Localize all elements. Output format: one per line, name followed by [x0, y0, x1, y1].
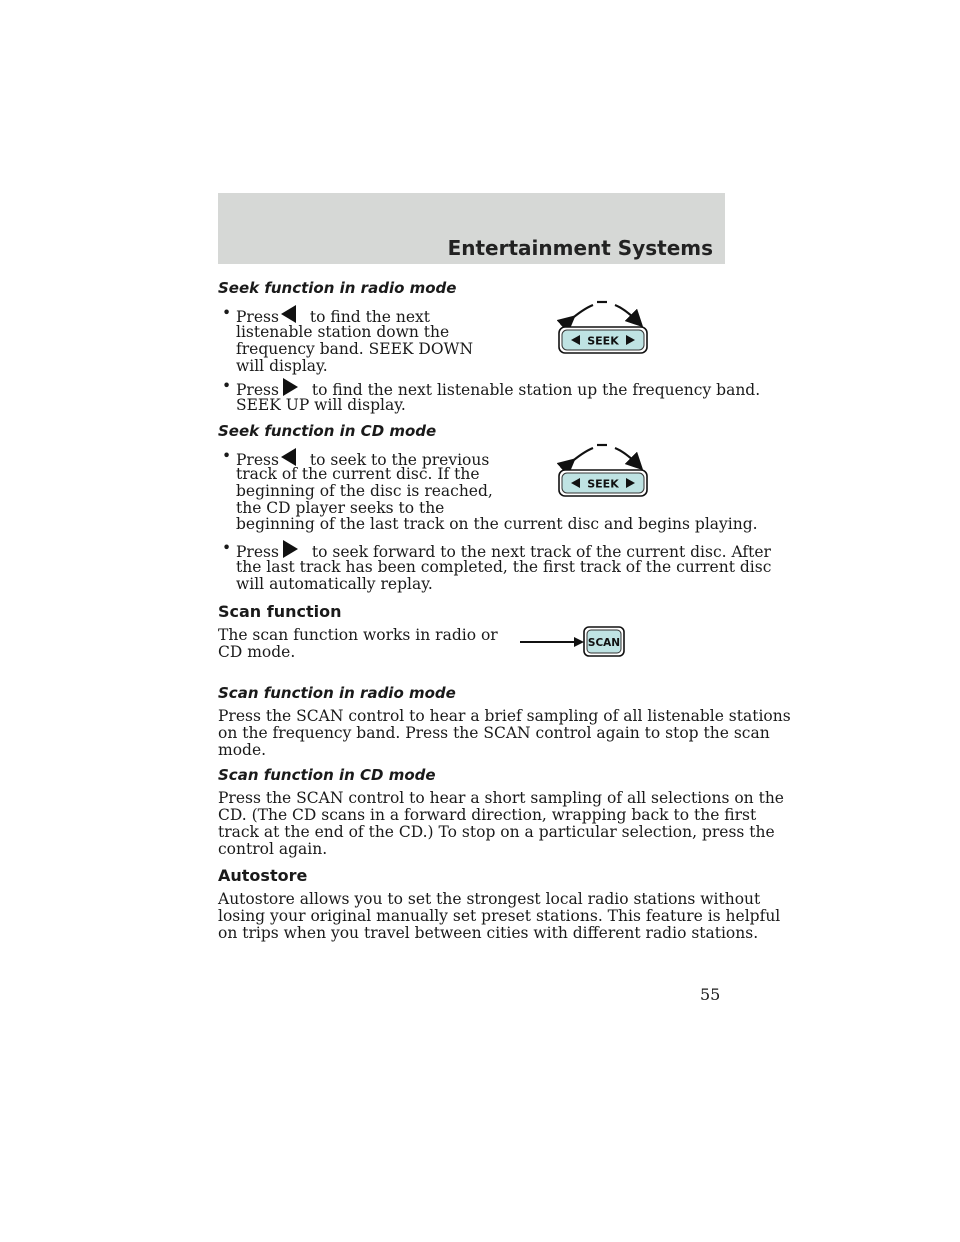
scan-radio-body-line: on the frequency band. Press the SCAN control again to stop the scan: [218, 724, 770, 742]
curved-arrow-icon: [569, 305, 593, 321]
seek-label: SEEK: [587, 477, 619, 491]
scan-label: SCAN: [587, 637, 621, 649]
page-number: 55: [700, 985, 721, 1004]
scan-cd-body-line: Press the SCAN control to hear a short sampling of all selections on the: [218, 789, 784, 807]
seek-control-figure: [555, 442, 651, 500]
scan-body-line: CD mode.: [218, 643, 296, 661]
scan-cd-body-line: control again.: [218, 840, 328, 858]
seek-label: SEEK: [587, 334, 619, 348]
heading-autostore: Autostore: [218, 866, 308, 885]
press-label: Press: [236, 543, 279, 561]
section-header-band: [218, 193, 725, 264]
bullet-dot: •: [222, 539, 232, 557]
scan-cd-body-line: CD. (The CD scans in a forward direction, wrapping back to the first: [218, 806, 757, 824]
scan-cd-body-line: track at the end of the CD.) To stop on a particular selection, press the: [218, 823, 775, 841]
bullet-dot: •: [222, 304, 232, 322]
autostore-body-line: on trips when you travel between cities with different radio stations.: [218, 924, 759, 942]
scan-control-figure: [518, 624, 628, 658]
seek-control-figure: [555, 299, 651, 357]
scan-radio-body-line: mode.: [218, 741, 267, 759]
pointer-arrow-icon: [574, 637, 584, 647]
scan-radio-body-line: Press the SCAN control to hear a brief sampling of all listenable stations: [218, 707, 791, 725]
heading-seek-cd: Seek function in CD mode: [218, 422, 437, 440]
press-label: Press: [236, 381, 279, 399]
press-label: Press: [236, 451, 279, 469]
curved-arrow-icon: [569, 448, 593, 464]
bullet-dot: •: [222, 377, 232, 395]
seek-previous-arrow-icon: [281, 448, 296, 466]
heading-scan-radio: Scan function in radio mode: [218, 684, 456, 702]
heading-seek-radio: Seek function in radio mode: [218, 279, 457, 297]
seek-down-arrow-icon: [281, 305, 296, 323]
heading-scan-cd: Scan function in CD mode: [218, 766, 436, 784]
autostore-body-line: losing your original manually set preset stations. This feature is helpful: [218, 907, 781, 925]
curved-arrow-icon: [615, 448, 637, 464]
heading-scan: Scan function: [218, 602, 342, 621]
bullet-dot: •: [222, 447, 232, 465]
seek-up-arrow-icon: [283, 378, 298, 396]
scan-body-line: The scan function works in radio or: [218, 626, 498, 644]
autostore-body-line: Autostore allows you to set the strongest local radio stations without: [218, 890, 761, 908]
press-label: Press: [236, 308, 279, 326]
section-title: Entertainment Systems: [447, 236, 713, 260]
curved-arrow-icon: [615, 305, 637, 321]
seek-forward-arrow-icon: [283, 540, 298, 558]
